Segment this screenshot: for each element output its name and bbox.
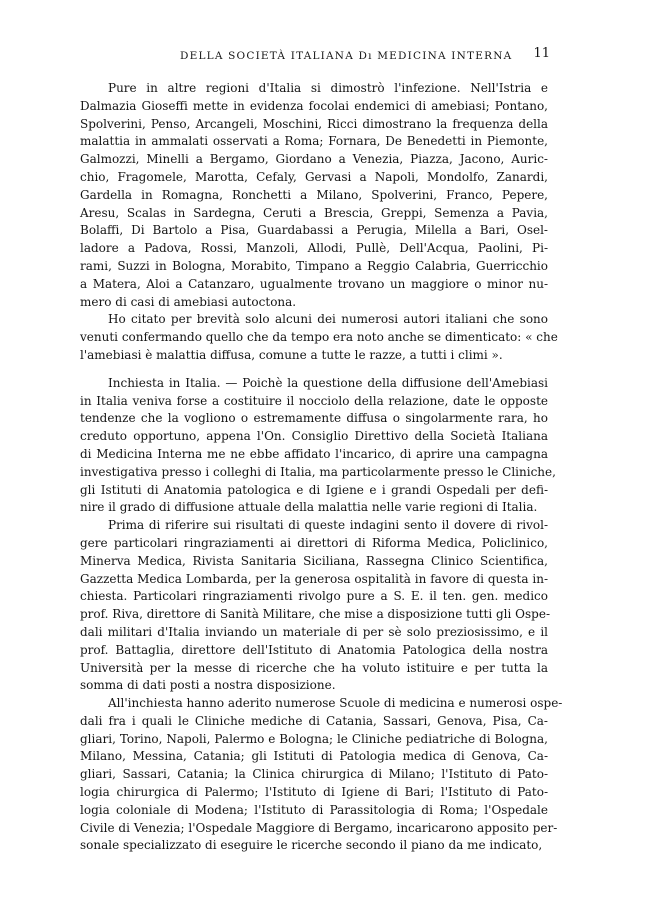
text-line: rami, Suzzi in Bologna, Morabito, Timpano a Reggio Calabria, Guerricchio (80, 258, 548, 273)
text-line: Ho citato per brevità solo alcuni dei numerosi autori italiani che sono (108, 312, 548, 327)
text-line: dali militari d'Italia inviando un materiale di per sè solo preziosissimo, e il (80, 624, 548, 639)
text-line: Inchiesta in Italia. — Poichè la questione della diffusione dell'Amebiasi (108, 375, 548, 390)
text-line: prof. Battaglia, direttore dell'Istituto di Anatomia Patologica della nostra (80, 642, 548, 657)
text-line: Minerva Medica, Rivista Sanitaria Siciliana, Rassegna Clinico Scientifica, (80, 553, 548, 568)
text-line: a Matera, Aloi a Catanzaro, ugualmente trovano un maggiore o minor nu- (80, 276, 548, 291)
text-line: somma di dati posti a nostra disposizione. (80, 678, 336, 693)
text-line: nire il grado di diffusione attuale della malattia nelle varie regioni di Italia. (80, 500, 538, 515)
text-line: Dalmazia Gioseffi mette in evidenza focolai endemici di amebiasi; Pontano, (80, 98, 548, 113)
text-line: chiesta. Particolari ringraziamenti rivolgo pure a S. E. il ten. gen. medico (80, 589, 548, 604)
paragraph-inchiesta (80, 375, 556, 517)
text-line: gliari, Sassari, Catania; la Clinica chirurgica di Milano; l'Istituto di Pato- (80, 767, 548, 782)
body-text (80, 80, 563, 855)
text-line: gliari, Torino, Napoli, Palermo e Bologna; le Cliniche pediatriche di Bologna, (80, 731, 548, 746)
text-line: logia coloniale di Modena; l'Istituto di Parassitologia di Roma; l'Ospedale (80, 802, 548, 817)
paragraph-adesioni (80, 695, 563, 855)
running-title: DELLA SOCIETÀ ITALIANA Dı MEDICINA INTERNA (180, 50, 513, 62)
text-line: ladore a Padova, Rossi, Manzoli, Allodi, Pullè, Dell'Acqua, Paolini, Pi- (80, 241, 548, 256)
text-line: venuti confermando quello che da tempo era noto anche se dimenticato: « che (80, 330, 558, 345)
text-line: gli Istituti di Anatomia patologica e di Igiene e i grandi Ospedali per defi- (80, 482, 548, 497)
text-line: investigativa presso i colleghi di Italia, ma particolarmente presso le Cliniche, (80, 464, 556, 479)
text-line: in Italia veniva forse a costituire il nocciolo della relazione, date le opposte (80, 393, 548, 408)
section-gap (80, 365, 548, 375)
text-line: l'amebiasi è malattia diffusa, comune a tutte le razze, a tutti i climi ». (80, 347, 503, 362)
text-line: malattia in ammalati osservati a Roma; Fornara, De Benedetti in Piemonte, (80, 134, 548, 149)
text-line: Gardella in Romagna, Ronchetti a Milano, Spolverini, Franco, Pepere, (80, 187, 548, 202)
page-number: 11 (533, 46, 550, 61)
text-line: Aresu, Scalas in Sardegna, Ceruti a Brescia, Greppi, Semenza a Pavia, (80, 205, 548, 220)
text-line: creduto opportuno, appena l'On. Consiglio Direttivo della Società Italiana (80, 429, 548, 444)
text-line: Galmozzi, Minelli a Bergamo, Giordano a Venezia, Piazza, Jacono, Auric- (80, 152, 548, 167)
text-line: Gazzetta Medica Lombarda, per la generosa ospitalità in favore di questa in- (80, 571, 548, 586)
paragraph-regions (80, 80, 548, 311)
text-line: Spolverini, Penso, Arcangeli, Moschini, Ricci dimostrano la frequenza della (80, 116, 548, 131)
text-line: sonale specializzato di eseguire le ricerche secondo il piano da me indicato, (80, 838, 543, 853)
text-line: dali fra i quali le Cliniche mediche di Catania, Sassari, Genova, Pisa, Ca- (80, 713, 548, 728)
text-line: tendenze che la vogliono o estremamente diffusa o singolarmente rara, ho (80, 411, 548, 426)
running-header (110, 46, 550, 66)
text-line: mero di casi di amebiasi autoctona. (80, 294, 297, 309)
text-line: Università per la messe di ricerche che ha voluto istituire e per tutta la (80, 660, 548, 675)
text-line: prof. Riva, direttore di Sanità Militare, che mise a disposizione tutti gli Ospe- (80, 607, 550, 622)
paragraph-ringraziamenti (80, 517, 548, 695)
text-line: chio, Fragomele, Marotta, Cefaly, Gervasi a Napoli, Mondolfo, Zanardi, (80, 169, 548, 184)
text-line: Milano, Messina, Catania; gli Istituti di Patologia medica di Genova, Ca- (80, 749, 548, 764)
text-line: Civile di Venezia; l'Ospedale Maggiore di Bergamo, incaricarono apposito per- (80, 820, 558, 835)
text-line: All'inchiesta hanno aderito numerose Scuole di medicina e numerosi ospe- (108, 696, 563, 711)
text-line: Pure in altre regioni d'Italia si dimostrò l'infezione. Nell'Istria e (108, 81, 548, 95)
paragraph-authors-cited (80, 311, 558, 364)
text-line: Prima di riferire sui risultati di queste indagini sento il dovere di rivol- (108, 518, 548, 533)
text-line: logia chirurgica di Palermo; l'Istituto di Igiene di Bari; l'Istituto di Pato- (80, 785, 548, 800)
text-line: gere particolari ringraziamenti ai direttori di Riforma Medica, Policlinico, (80, 535, 548, 550)
text-line: di Medicina Interna me ne ebbe affidato l'incarico, di aprire una campagna (80, 446, 548, 461)
text-line: Bolaffi, Di Bartolo a Pisa, Guardabassi a Perugia, Milella a Bari, Osel- (80, 223, 548, 238)
